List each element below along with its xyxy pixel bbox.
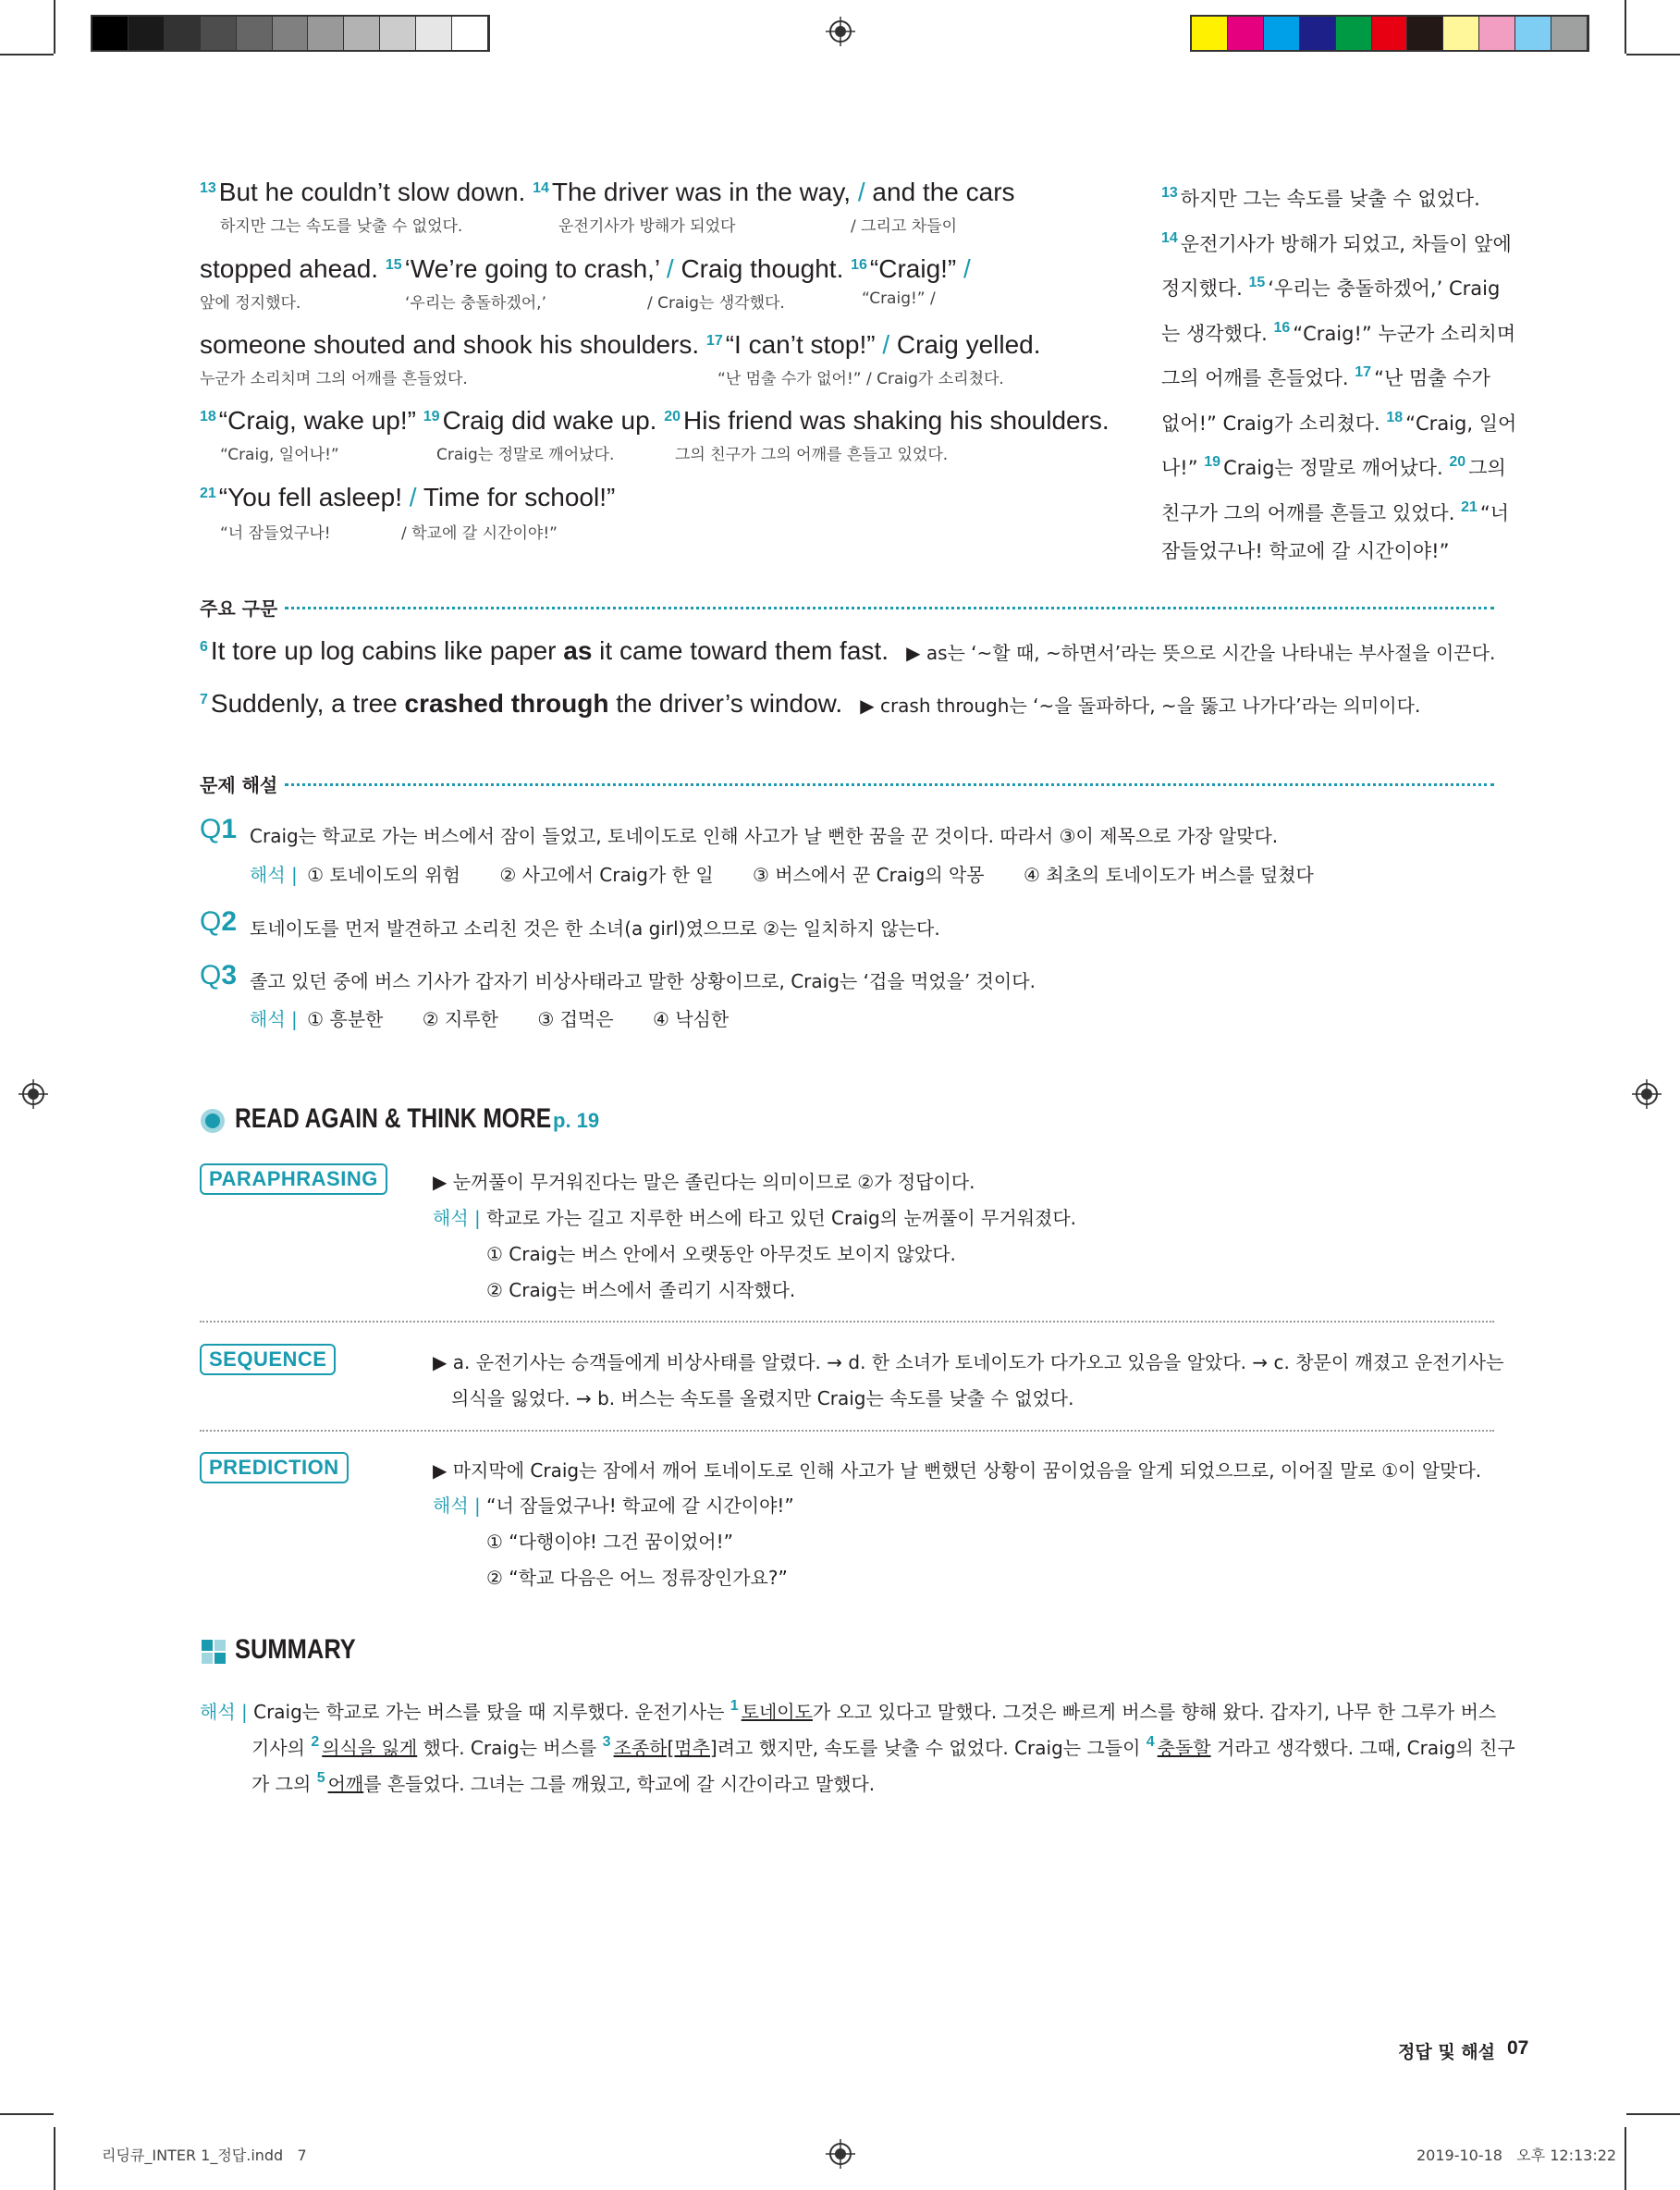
- crop-mark: [1626, 2113, 1680, 2115]
- registration-mark-icon: [826, 17, 855, 46]
- reading-line-4: $^{18}$ “Craig, wake up!” $^{19}$ Craig did wake up. $^{20}$ His friend was shaking his shoulders.: [200, 406, 1110, 435]
- cmyk-color-bar: [1190, 15, 1589, 52]
- color-swatch: [1336, 17, 1372, 50]
- crop-mark: [54, 2127, 55, 2190]
- option-line: ① Craig는 버스 안에서 오랫동안 아무것도 보이지 않았다.: [486, 1243, 956, 1265]
- paraphrasing-tag: PARAPHRASING: [200, 1163, 387, 1195]
- question-explanation: 졸고 있던 중에 버스 기사가 갑자기 비상사태라고 말한 상황이므로, Craig는 ‘겁을 먹었을’ 것이다.: [250, 970, 1036, 992]
- translation-line: 해석 | “너 잠들었구나! 학교에 갈 시간이야!”: [433, 1495, 794, 1517]
- section-divider: [285, 607, 1494, 609]
- color-swatch: [344, 17, 380, 50]
- translation-line: 해석 | 학교로 가는 길고 지루한 버스에 타고 있던 Craig의 눈꺼풀이 무거워졌다.: [433, 1207, 1077, 1229]
- color-swatch: [380, 17, 416, 50]
- summary-heading: SUMMARY: [235, 1634, 356, 1665]
- reading-line-1: $^{13}$ But he couldn’t slow down. $^{14}$ The driver was in the way, / and the cars: [200, 178, 1015, 206]
- read-again-heading: READ AGAIN & THINK MORE: [235, 1103, 552, 1134]
- color-swatch: [308, 17, 344, 50]
- answer-line: ▶ a. 운전기사는 승객들에게 비상사태를 알렸다. → d. 한 소녀가 토네이도가 다가오고 있음을 알았다. → c. 창문이 깨졌고 운전기사는: [433, 1351, 1504, 1373]
- color-swatch: [237, 17, 273, 50]
- sequence-tag: SEQUENCE: [200, 1344, 336, 1375]
- key-phrases-heading: 주요 구문: [200, 597, 278, 620]
- color-swatch: [1479, 17, 1515, 50]
- question-label: Q3: [200, 960, 238, 990]
- reading-line-2: stopped ahead. $^{15}$ ‘We’re going to crash,’ / Craig thought. $^{16}$ “Craig!” /: [200, 254, 971, 283]
- answer-line: ▶ 눈꺼풀이 무거워진다는 말은 졸린다는 의미이므로 ②가 정답이다.: [433, 1171, 975, 1193]
- question-explanation: 토네이도를 먼저 발견하고 소리친 것은 한 소녀(a girl)였으므로 ②는 일치하지 않는다.: [250, 917, 940, 940]
- section-bullet-icon: [200, 1108, 226, 1134]
- color-swatch: [1407, 17, 1443, 50]
- divider: [200, 1430, 1494, 1432]
- translation-line: / 학교에 갈 시간이야!”: [401, 524, 558, 543]
- translation-line: “Craig!” /: [862, 289, 936, 308]
- translation-line: 누군가 소리치며 그의 어깨를 흔들었다.: [200, 370, 468, 388]
- color-swatch: [92, 17, 129, 50]
- question-label: Q2: [200, 906, 238, 937]
- translation-line: / 그리고 차들이: [851, 217, 958, 236]
- option-line: ② Craig는 버스에서 졸리기 시작했다.: [486, 1279, 796, 1301]
- option-line: ② “학교 다음은 어느 정류장인가요?”: [486, 1567, 788, 1589]
- color-swatch: [1192, 17, 1228, 50]
- option-line: ① “다행이야! 그건 꿈이었어!”: [486, 1531, 733, 1553]
- color-swatch: [1228, 17, 1264, 50]
- color-swatch: [1443, 17, 1479, 50]
- translation-line: 하지만 그는 속도를 낮출 수 없었다.: [220, 217, 463, 236]
- registration-mark-icon: [18, 1079, 48, 1109]
- crop-mark: [1626, 54, 1680, 55]
- translation-line: “Craig, 일어나!”: [220, 446, 339, 464]
- key-phrase-item: $^6$ It tore up log cabins like paper as it came toward them fast. ▶ as는 ‘~할 때, ~하면서’라는 뜻으로 시간을 나타내는 부사절을 이끈다.: [200, 636, 1496, 665]
- registration-mark-icon: [1632, 1079, 1662, 1109]
- prediction-tag: PREDICTION: [200, 1452, 349, 1483]
- color-swatch: [201, 17, 237, 50]
- summary-line: 해석 | Craig는 학교로 가는 버스를 탔을 때 지루했다. 운전기사는 $^1$ 토네이도가 오고 있다고 말했다. 그것은 빠르게 버스를 향해 왔다. 갑자기, 나무 한 그루가 버스: [200, 1698, 1497, 1723]
- problems-heading: 문제 해설: [200, 774, 278, 796]
- translation-line: 앞에 정지했다.: [200, 294, 301, 313]
- summary-line: 가 그의 $^5$ 어깨를 흔들었다. 그녀는 그를 깨웠고, 학교에 갈 시간이라고 말했다.: [251, 1770, 876, 1795]
- crop-mark: [1625, 0, 1626, 54]
- color-swatch: [1264, 17, 1300, 50]
- question-label: Q1: [200, 814, 238, 844]
- answer-line: ▶ 마지막에 Craig는 잠에서 깨어 토네이도로 인해 사고가 날 뻔했던 상황이 꿈이었음을 알게 되었으므로, 이어질 말로 ①이 알맞다.: [433, 1459, 1482, 1482]
- color-swatch: [165, 17, 201, 50]
- summary-line: 기사의 $^2$ 의식을 잃게 했다. Craig는 버스를 $^3$ 조종하[멈추]려고 했지만, 속도를 낮출 수 없었다. Craig는 그들이 $^4$ 충돌할 거라고 생각했다. 그때, Craig의 친구: [251, 1734, 1515, 1759]
- grayscale-color-bar: [91, 15, 490, 52]
- crop-mark: [0, 2113, 54, 2115]
- color-swatch: [416, 17, 452, 50]
- file-slug: 리딩큐_INTER 1_정답.indd 7: [102, 2147, 307, 2164]
- translation-options: 해석 | ① 토네이도의 위험 ② 사고에서 Craig가 한 일 ③ 버스에서 꾼 Craig의 악몽 ④ 최초의 토네이도가 버스를 덮쳤다: [250, 864, 1314, 886]
- crop-mark: [54, 0, 55, 54]
- translation-line: 그의 친구가 그의 어깨를 흔들고 있었다.: [675, 446, 949, 464]
- registration-mark-icon: [826, 2139, 855, 2169]
- answer-line: 의식을 잃었다. → b. 버스는 속도를 올렸지만 Craig는 속도를 낮출 수 없었다.: [451, 1387, 1074, 1409]
- translation-line: Craig는 정말로 깨어났다.: [436, 446, 615, 464]
- section-divider: [285, 783, 1494, 786]
- reading-line-3: someone shouted and shook his shoulders. $^{17}$ “I can’t stop!” / Craig yelled.: [200, 330, 1041, 359]
- crop-mark: [1625, 2127, 1626, 2190]
- color-swatch: [1515, 17, 1551, 50]
- color-swatch: [129, 17, 165, 50]
- divider: [200, 1321, 1494, 1323]
- color-swatch: [273, 17, 309, 50]
- crop-mark: [0, 54, 54, 55]
- key-phrase-item: $^7$ Suddenly, a tree crashed through the driver’s window. ▶ crash through는 ‘~을 돌파하다, ~을 뚫고 나가다’라는 의미이다.: [200, 689, 1421, 718]
- question-explanation: Craig는 학교로 가는 버스에서 잠이 들었고, 토네이도로 인해 사고가 날 뻔한 꿈을 꾼 것이다. 따라서 ③이 제목으로 가장 알맞다.: [250, 825, 1279, 847]
- translation-options: 해석 | ① 흥분한 ② 지루한 ③ 겁먹은 ④ 낙심한: [250, 1008, 730, 1030]
- color-swatch: [1551, 17, 1588, 50]
- translation-line: “너 잠들었구나!: [220, 524, 331, 543]
- color-swatch: [1300, 17, 1336, 50]
- translation-line: ‘우리는 충돌하겠어,’: [405, 294, 546, 313]
- translation-line: 운전기사가 방해가 되었다: [558, 217, 736, 236]
- full-translation-column: $^{13}$ 하지만 그는 속도를 낮출 수 없었다. $^{14}$ 운전기사가 방해가 되었고, 차들이 앞에 정지했다. $^{15}$ ‘우리는 충돌하겠어,’ Craig 는 생각했다. $^{16}$ “Craig!” 누군가 소리치며 그의 어깨를 흔들었다. $^{17}$ “난 멈출 수가 없어!” Craig가 소리쳤다. $^{18}$ “Craig, 일어 나!” $^{19}$ Craig는 정말로 깨어났다. $^{20}$ 그의 친구가 그의 어깨를 흔들고 있었다. $^{21}$ “너 잠들었구나! 학교에 갈 시간이야!”: [1161, 185, 1517, 562]
- page-number: 07: [1507, 2037, 1529, 2059]
- page-footer-label: 정답 및 해설: [1398, 2042, 1495, 2062]
- page-reference: p. 19: [553, 1109, 600, 1132]
- color-swatch: [1372, 17, 1408, 50]
- summary-icon: [202, 1640, 226, 1664]
- print-timestamp: 2019-10-18 오후 12:13:22: [1416, 2147, 1617, 2164]
- reading-line-5: $^{21}$ “You fell asleep! / Time for school!”: [200, 483, 616, 511]
- color-swatch: [452, 17, 488, 50]
- translation-line: “난 멈출 수가 없어!” / Craig가 소리쳤다.: [717, 370, 1004, 388]
- translation-line: / Craig는 생각했다.: [647, 294, 785, 313]
